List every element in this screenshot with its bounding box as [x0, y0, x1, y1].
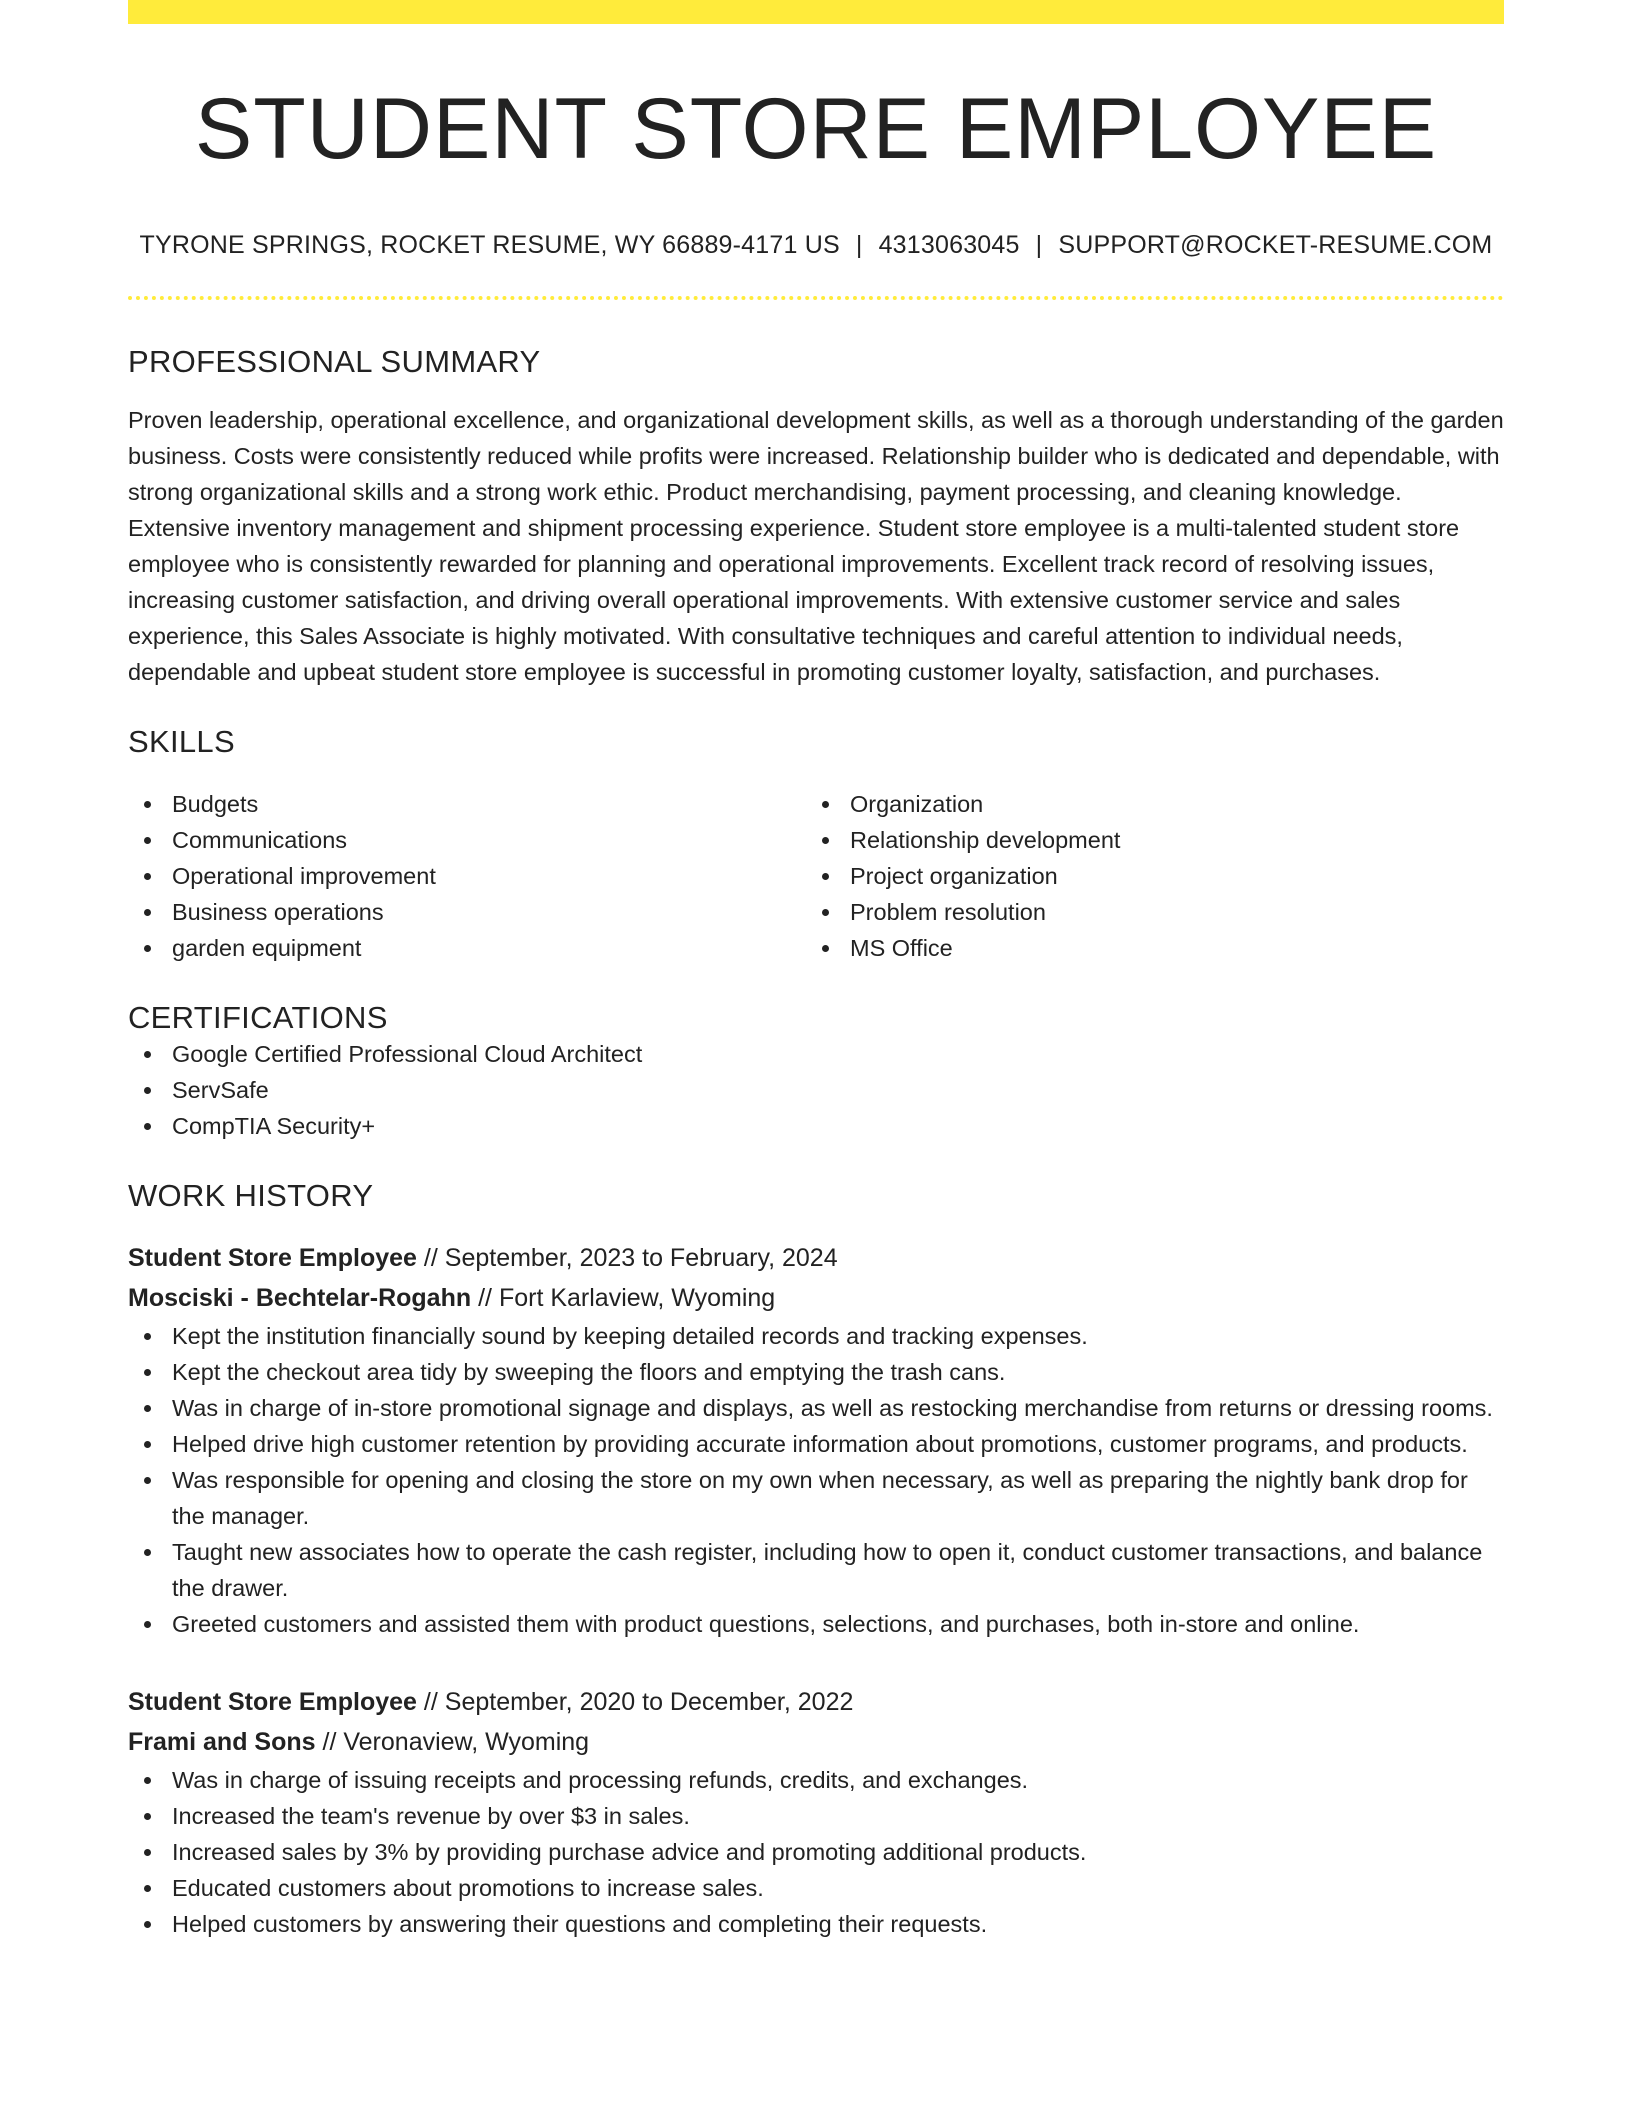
skills-heading: SKILLS	[128, 723, 235, 759]
job-divider: //	[478, 1283, 492, 1312]
job-title-line	[128, 1238, 1504, 1278]
skill-item: Organization	[806, 786, 1484, 822]
job-entry	[128, 1682, 1504, 1942]
certification-item: ServSafe	[128, 1072, 1504, 1108]
skill-item: garden equipment	[128, 930, 806, 966]
skill-item: Business operations	[128, 894, 806, 930]
summary-text: Proven leadership, operational excellence, and organizational development skills, as well as a thorough understanding of the garden business. Costs were consistently reduced while profits were increased. Relationship builder who is dedicated and dependable, with strong organizational skills and a strong work ethic. Product merchandising, payment processing, and cleaning knowledge. Extensive inventory management and shipment processing experience. Student store employee is a multi-talented student store employee who is consistently rewarded for planning and operational improvements. Excellent track record of resolving issues, increasing customer satisfaction, and driving overall operational improvements. With extensive customer service and sales experience, this Sales Associate is highly motivated. With consultative techniques and careful attention to individual needs, dependable and upbeat student store employee is successful in promoting customer loyalty, satisfaction, and purchases.	[128, 406, 1504, 685]
job-company: Mosciski - Bechtelar-Rogahn	[128, 1283, 472, 1312]
skill-item: Problem resolution	[806, 894, 1484, 930]
job-duty-item: Was in charge of issuing receipts and processing refunds, credits, and exchanges.	[128, 1762, 1504, 1798]
job-duty-item: Increased sales by 3% by providing purchase advice and promoting additional products.	[128, 1834, 1504, 1870]
work-history-heading: WORK HISTORY	[128, 1177, 374, 1213]
contact-line	[128, 231, 1504, 260]
job-duties-list	[128, 1762, 1504, 1942]
skills-column-left	[128, 786, 806, 966]
job-divider: //	[423, 1243, 438, 1272]
dotted-divider	[128, 296, 1504, 300]
accent-bar	[128, 0, 1504, 24]
skill-item: Operational improvement	[128, 858, 806, 894]
skill-item: Communications	[128, 822, 806, 858]
job-duty-item: Increased the team's revenue by over $3 in sales.	[128, 1798, 1504, 1834]
job-duty-item: Was in charge of in-store promotional signage and displays, as well as restocking merchandise from returns or dressing rooms.	[128, 1390, 1504, 1426]
job-duty-item: Helped drive high customer retention by providing accurate information about promotions, customer programs, and products.	[128, 1426, 1504, 1462]
certification-item: CompTIA Security+	[128, 1108, 1504, 1144]
contact-separator: |	[1035, 230, 1043, 259]
job-title-line	[128, 1682, 1504, 1722]
contact-email: SUPPORT@ROCKET-RESUME.COM	[1058, 230, 1493, 259]
skill-item: Relationship development	[806, 822, 1484, 858]
job-company: Frami and Sons	[128, 1727, 316, 1756]
job-divider: //	[322, 1727, 337, 1756]
job-divider: //	[423, 1687, 438, 1716]
skill-item: Project organization	[806, 858, 1484, 894]
certifications-heading: CERTIFICATIONS	[128, 999, 388, 1035]
job-duties-list	[128, 1318, 1504, 1642]
job-duty-item: Was responsible for opening and closing the store on my own when necessary, as well as preparing the nightly bank drop for the manager.	[128, 1462, 1504, 1534]
certifications-list	[128, 1036, 1504, 1144]
job-location: Fort Karlaview, Wyoming	[498, 1283, 776, 1312]
certification-item: Google Certified Professional Cloud Architect	[128, 1036, 1504, 1072]
job-dates: September, 2020 to December, 2022	[444, 1687, 854, 1716]
job-dates: September, 2023 to February, 2024	[444, 1243, 838, 1272]
resume-page	[128, 0, 1504, 1942]
job-duty-item: Greeted customers and assisted them with product questions, selections, and purchases, both in-store and online.	[128, 1606, 1504, 1642]
job-duty-item: Kept the checkout area tidy by sweeping the floors and emptying the trash cans.	[128, 1354, 1504, 1390]
job-location: Veronaview, Wyoming	[343, 1727, 590, 1756]
contact-phone: 4313063045	[878, 230, 1020, 259]
job-role: Student Store Employee	[128, 1687, 417, 1716]
job-role: Student Store Employee	[128, 1243, 417, 1272]
summary-heading: PROFESSIONAL SUMMARY	[128, 343, 541, 379]
job-company-line	[128, 1722, 1504, 1762]
skill-item: MS Office	[806, 930, 1484, 966]
skill-item: Budgets	[128, 786, 806, 822]
skills-column-right	[806, 786, 1484, 966]
job-duty-item: Helped customers by answering their questions and completing their requests.	[128, 1906, 1504, 1942]
job-company-line	[128, 1278, 1504, 1318]
job-duty-item: Taught new associates how to operate the cash register, including how to open it, conduct customer transactions, and balance the drawer.	[128, 1534, 1504, 1606]
resume-name: STUDENT STORE EMPLOYEE	[194, 81, 1438, 177]
job-duty-item: Educated customers about promotions to increase sales.	[128, 1870, 1504, 1906]
skills-grid	[128, 786, 1504, 966]
job-entry	[128, 1238, 1504, 1642]
job-duty-item: Kept the institution financially sound by keeping detailed records and tracking expenses.	[128, 1318, 1504, 1354]
contact-address: TYRONE SPRINGS, ROCKET RESUME, WY 66889-4171 US	[139, 230, 840, 259]
contact-separator: |	[855, 230, 863, 259]
